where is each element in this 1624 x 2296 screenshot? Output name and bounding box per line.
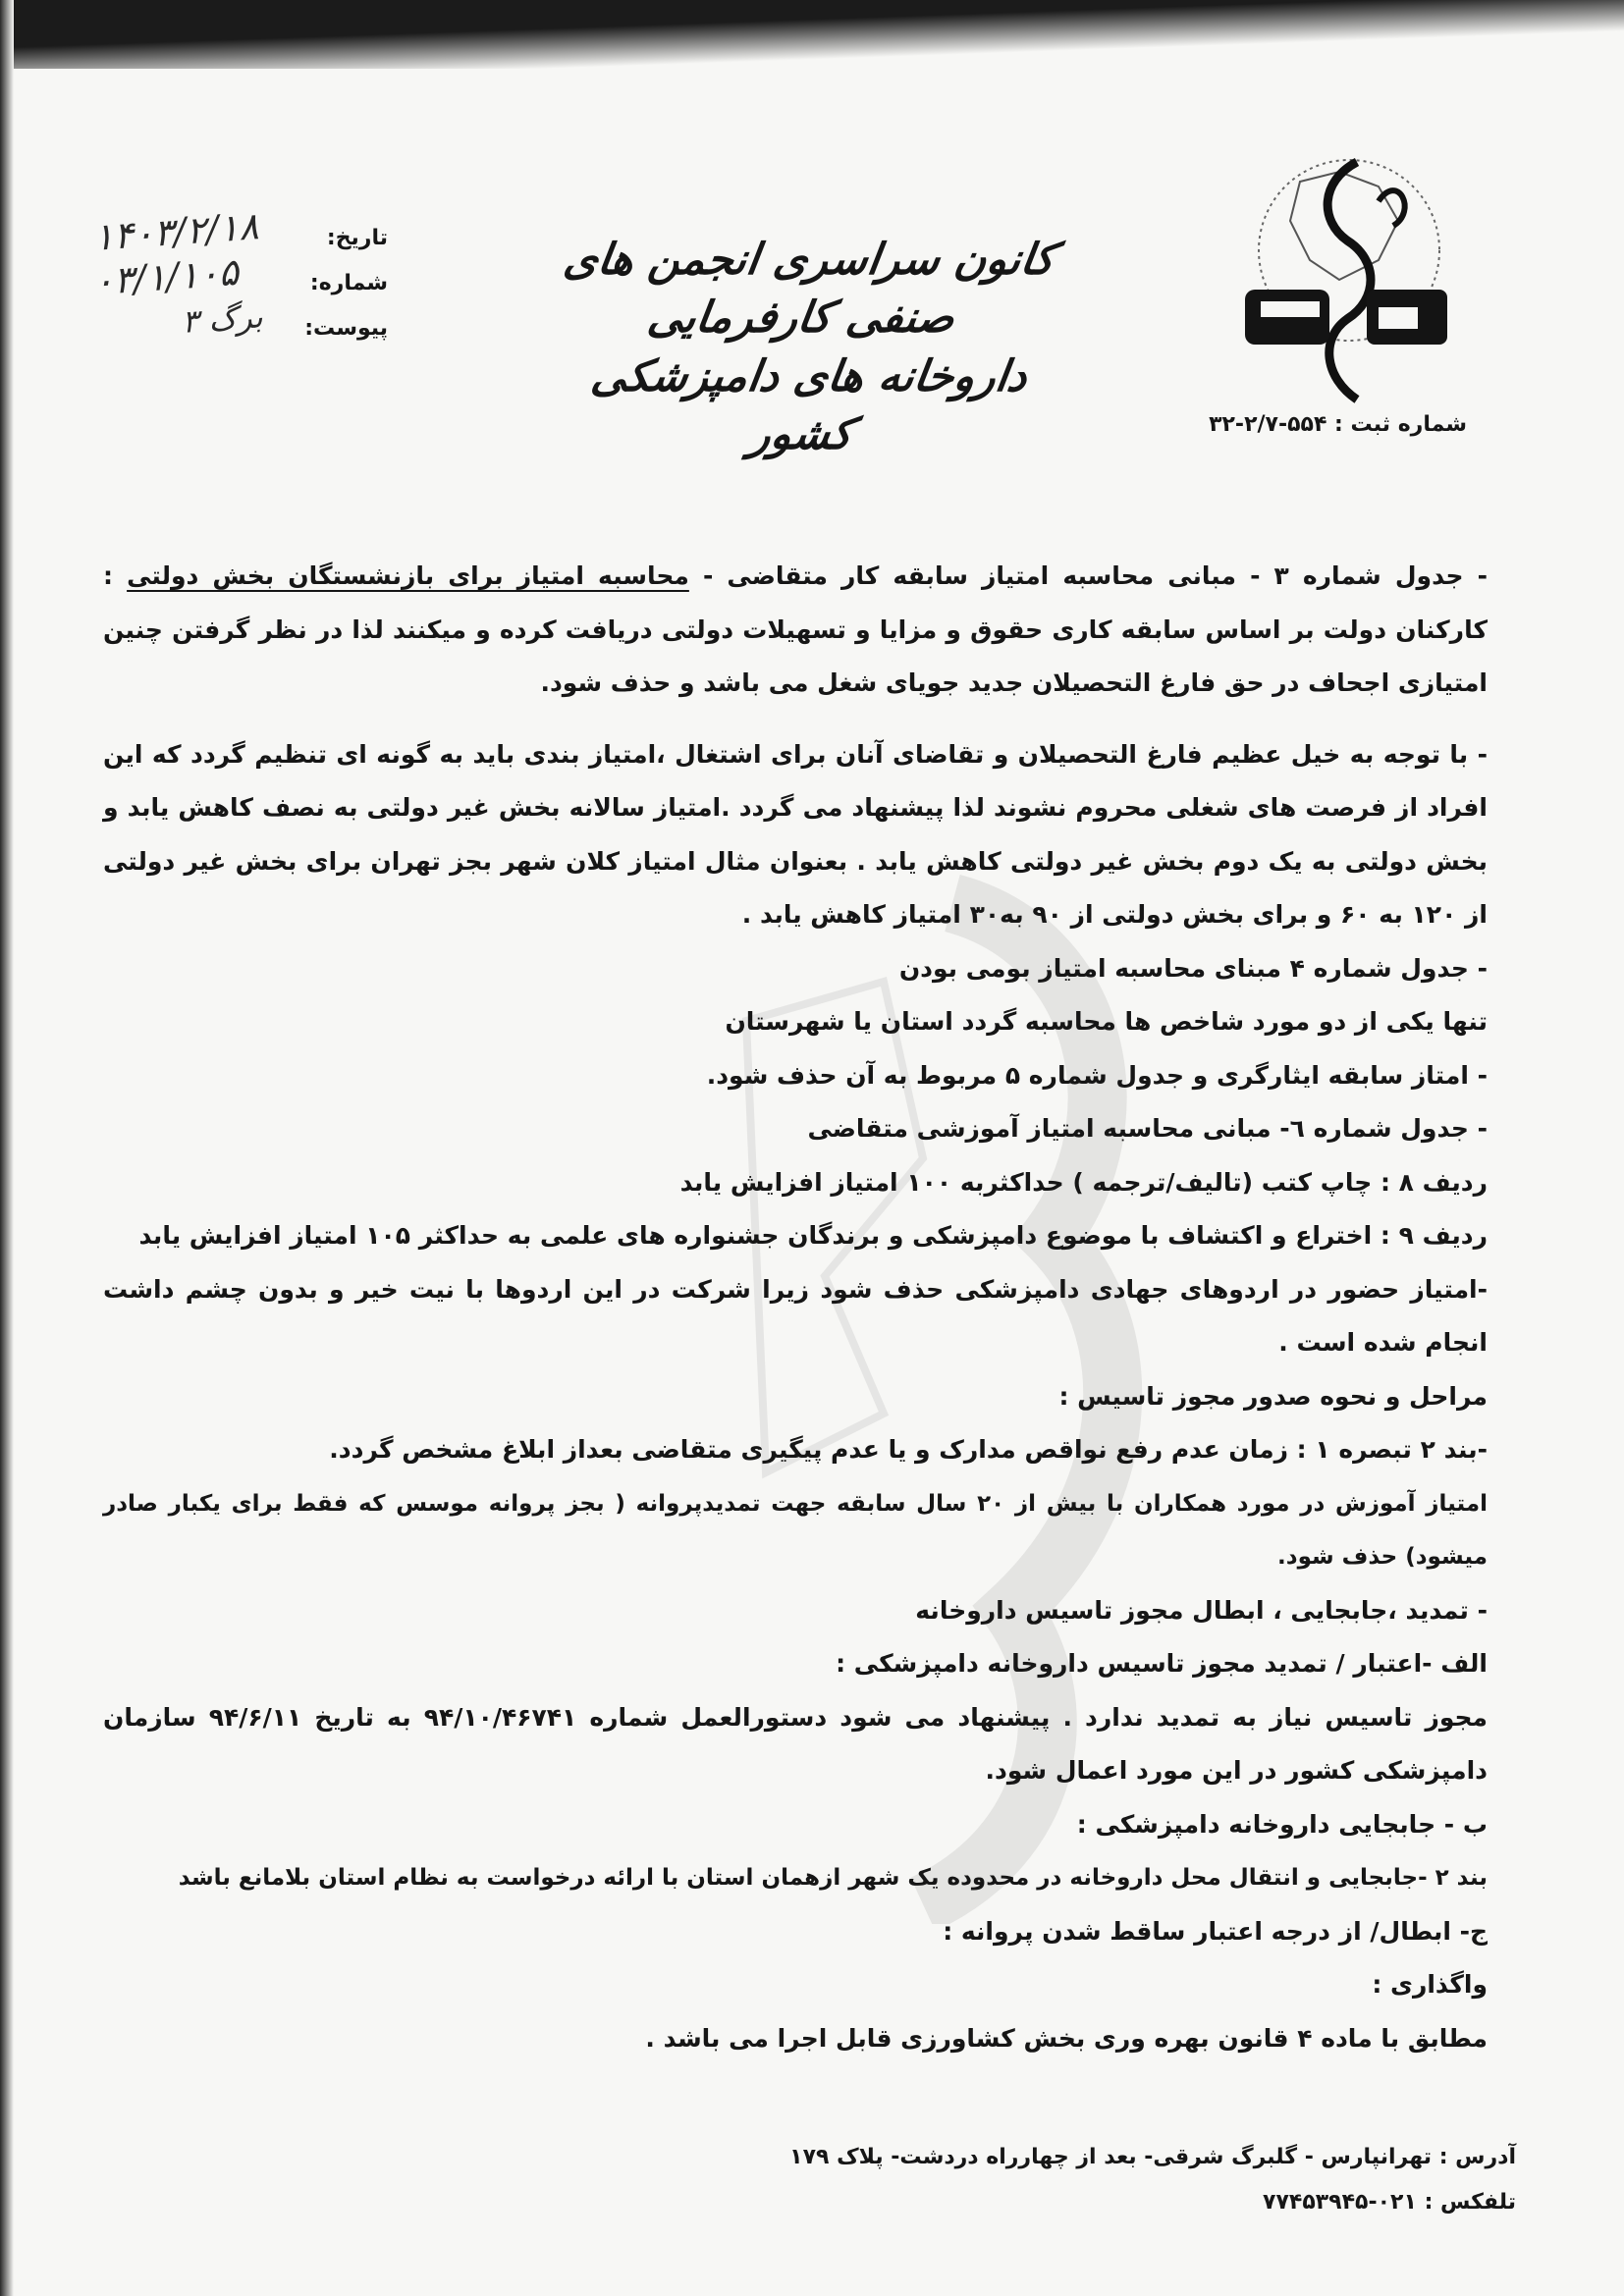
organization-title (530, 231, 1080, 464)
scan-shadow-top (0, 0, 1624, 69)
paragraph-table3 (103, 550, 1488, 711)
paragraph-relocation: ب - جابجایی داروخانه دامپزشکی : (1076, 1809, 1488, 1839)
date-value: ۱۴۰۳/۲/۱۸ (91, 204, 260, 259)
paragraph-table3-underlined: محاسبه امتیاز برای بازنشستگان بخش دولتی (127, 561, 689, 590)
paragraph-row9: ردیف ۹ : اختراع و اکتشاف با موضوع دامپزشکی و برندگان جشنواره های علمی به حداکثر ۱۰۵ امتیاز افزایش یابد (138, 1221, 1488, 1250)
paragraph-relocation-clause: بند ۲ -جابجایی و انتقال محل داروخانه در محدوده یک شهر ازهمان استان با ارائه درخواست به نظام استان بلامانع باشد (178, 1865, 1488, 1891)
paragraph-index: تنها یکی از دو مورد شاخص ها محاسبه گردد استان یا شهرستان (725, 1007, 1488, 1036)
paragraph-article4: مطابق با ماده ۴ قانون بهره وری بخش کشاورزی قابل اجرا می باشد . (645, 2023, 1488, 2053)
paragraph-transfer: واگذاری : (1372, 1970, 1488, 1999)
paragraph-training-score: امتیاز آموزش در مورد همکاران با بیش از ۲۰ سال سابقه جهت تمدیدپروانه ( بجز پروانه موسس که فقط برای یکبار صادر میشود) حذف شود. (103, 1490, 1488, 1570)
organization-title-line2: داروخانه های دامپزشکی کشور (587, 350, 1031, 460)
paragraph-renewal: - تمدید ،جابجایی ، ابطال مجوز تاسیس داروخانه (915, 1595, 1488, 1625)
paragraph-license-steps: مراحل و نحوه صدور مجوز تاسیس : (1058, 1381, 1488, 1411)
paragraph-table3-intro: - جدول شماره ۳ - مبانی محاسبه امتیاز سابقه کار متقاضی - (688, 561, 1488, 590)
attachment-label: پیوست: (304, 316, 388, 341)
paragraph-table3-rest: : کارکنان دولت بر اساس سابقه کاری حقوق و مزایا و تسهیلات دولتی دریافت کرده و میکنند لذا در نظر گرفتن چنین امتیازی اجحاف در حق فارغ التحصیلان جدید جویای شغل می باشد و حذف شود. (103, 561, 1488, 697)
registration-number: شماره ثبت : ۵۵۴-۲/۷-۳۲ (1209, 412, 1467, 437)
attachment-value: ۳ برگ (180, 297, 264, 341)
veterinary-pharmacy-logo-icon (1231, 142, 1467, 407)
paragraph-graduates: - با توجه به خیل عظیم فارغ التحصیلان و تقاضای آنان برای اشتغال ،امتیاز بندی باید به گونه ای تنظیم گردد که این افراد از فرصت های شغلی محروم نشوند لذا پیشنهاد می گردد .امتیاز سالانه بخش غیر دولتی به نصف کاهش یابد و بخش دولتی به یک دوم بخش غیر دولتی کاهش یابد . بعنوان مثال امتیاز کلان شهر بجز تهران برای بخش غیر دولتی از ۱۲۰ به ۶۰ و برای بخش دولتی از ۹۰ به۳۰ امتیاز کاهش یابد . (103, 739, 1488, 929)
paragraph-cancellation: ج- ابطال/ از درجه اعتبار ساقط شدن پروانه : (943, 1916, 1488, 1946)
paragraph-table5: - امتاز سابقه ایثارگری و جدول شماره ۵ مربوط به آن حذف شود. (706, 1060, 1488, 1090)
paragraph-validity: الف -اعتبار / تمدید مجوز تاسیس داروخانه دامپزشکی : (836, 1649, 1488, 1678)
paragraph-no-renewal: مجوز تاسیس نیاز به تمدید ندارد . پیشنهاد می شود دستورالعمل شماره ۹۴/۱۰/۴۶۷۴۱ به تاریخ ۹۴/۶/۱۱ سازمان دامپزشکی کشور در این مورد اعمال شود. (103, 1702, 1488, 1785)
letter-metadata (91, 204, 388, 351)
attachment-row (93, 297, 388, 351)
date-row (91, 204, 388, 261)
paragraph-camps: -امتیاز حضور در اردوهای جهادی دامپزشکی حذف شود زیرا شرکت در این اردوها با نیت خیر و بدون چشم داشت انجام شده است . (103, 1274, 1488, 1357)
footer-address: آدرس : تهرانپارس - گلبرگ شرقی- بعد از چهارراه دردشت- پلاک ۱۷۹ (789, 2145, 1516, 2169)
scan-shadow-left (0, 0, 14, 2296)
number-label: شماره: (309, 271, 388, 295)
paragraph-row8: ردیف ۸ : چاپ کتب (تالیف/ترجمه ) حداکثربه ۱۰۰ امتیاز افزایش یابد (679, 1167, 1488, 1197)
paragraph-table4: - جدول شماره ۴ مبنای محاسبه امتیاز بومی بودن (898, 953, 1488, 983)
paragraph-clause2: -بند ۲ تبصره ۱ : زمان عدم رفع نواقص مدارک و یا عدم پیگیری متقاضی بعداز ابلاغ مشخص گردد. (329, 1435, 1488, 1464)
organization-title-line1: کانون سراسری انجمن های صنفی کارفرمایی (560, 235, 1058, 344)
letter-body (103, 550, 1488, 2065)
footer-contact (789, 2135, 1516, 2225)
date-label: تاریخ: (326, 226, 388, 250)
number-value: ۰۳/۱/۱۰۵ (91, 249, 241, 304)
footer-phone: تلفکس : ۰۲۱-۷۷۴۵۳۹۴۵ (1263, 2190, 1516, 2215)
paragraph-table6: - جدول شماره ٦- مبانی محاسبه امتیاز آموزشی متقاضی (807, 1114, 1488, 1143)
